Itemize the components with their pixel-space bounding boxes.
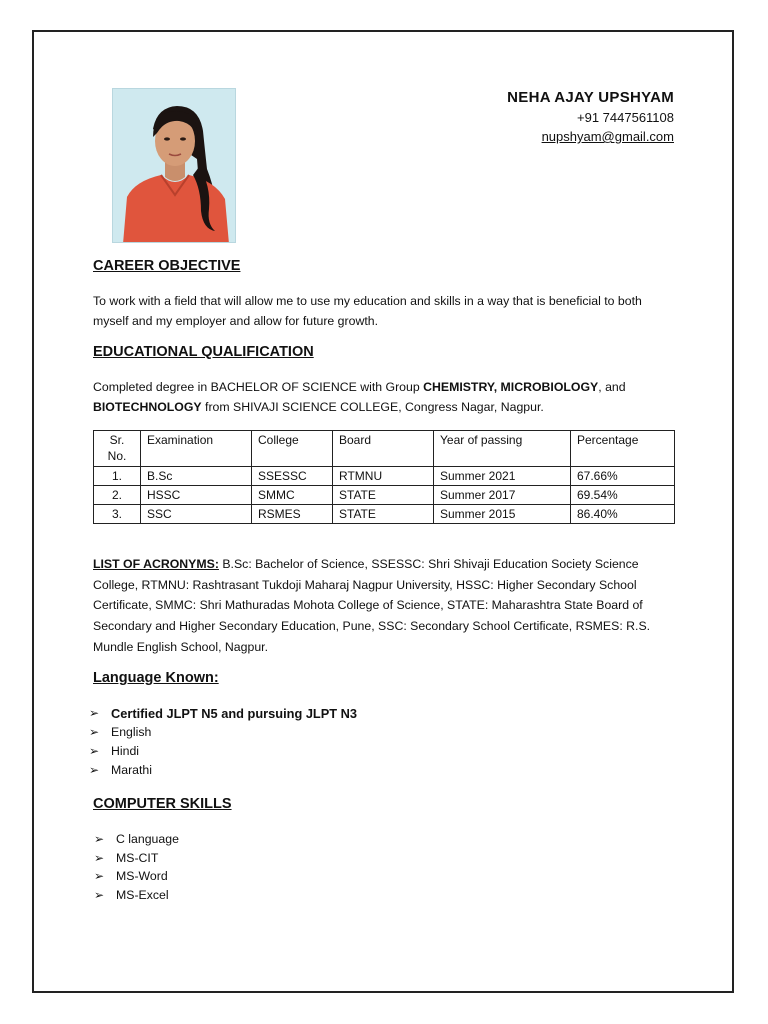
computer-skills-heading: COMPUTER SKILLS (93, 796, 232, 812)
list-item: ➢ MS-Word (94, 867, 179, 886)
table-row (94, 486, 675, 505)
table-cell: Summer 2021 (434, 467, 571, 486)
education-intro: Completed degree in BACHELOR OF SCIENCE with Group CHEMISTRY, MICROBIOLOGY, and BIOTECHNOLOGY from SHIVAJI SCIENCE COLLEGE, Congress Nagar, Nagpur. (93, 380, 626, 414)
acronyms-label: LIST OF ACRONYMS: (93, 557, 219, 571)
column-header: Sr. No. (94, 431, 141, 467)
acronyms-text: B.Sc: Bachelor of Science, SSESSC: Shri Shivaji Education Society Science College, RTMNU: Rashtrasant Tukdoji Maharaj Nagpur University, HSSC: Higher Secondary School Certificate, SMMC: Shri Mathuradas Mohota College of Science, STATE: Maharashtra State Board of Secondary and Higher Secondary Education, Pune, SSC: Secondary School Certificate, RSMES: R.S. Mundle English School, Nagpur. (93, 557, 651, 654)
list-item: ➢ MS-Excel (94, 886, 179, 905)
education-heading: EDUCATIONAL QUALIFICATION (93, 344, 314, 360)
arrow-bullet-icon: ➢ (94, 887, 105, 902)
contact-block (507, 88, 674, 146)
arrow-bullet-icon: ➢ (94, 850, 105, 865)
list-item: ➢ Marathi (89, 761, 357, 780)
table-row (94, 467, 675, 486)
table-cell: 86.40% (571, 505, 675, 524)
table-cell: HSSC (141, 486, 252, 505)
arrow-bullet-icon: ➢ (94, 832, 105, 846)
table-cell: Summer 2015 (434, 505, 571, 524)
languages-list (89, 704, 357, 780)
table-cell: 1. (94, 467, 141, 486)
phone-number: +91 7447561108 (577, 110, 674, 125)
list-item: ➢ MS-CIT (94, 849, 179, 868)
table-cell: SSESSC (252, 467, 333, 486)
arrow-bullet-icon: ➢ (89, 706, 100, 720)
column-header: Board (333, 431, 434, 467)
table-cell: B.Sc (141, 467, 252, 486)
profile-photo (112, 88, 236, 243)
table-cell: RSMES (252, 505, 333, 524)
acronyms-paragraph (93, 554, 678, 658)
career-objective-heading: CAREER OBJECTIVE (93, 258, 241, 274)
table-cell: SMMC (252, 486, 333, 505)
list-item: ➢ Certified JLPT N5 and pursuing JLPT N3 (89, 706, 358, 721)
table-cell: 3. (94, 505, 141, 524)
table-row (94, 505, 675, 524)
career-objective-text: To work with a field that will allow me to use my education and skills in a way that is beneficial to both myself and my employer and allow for future growth. (93, 294, 642, 328)
arrow-bullet-icon: ➢ (89, 725, 100, 739)
list-item: ➢ Hindi (89, 742, 357, 761)
column-header: Year of passing (434, 431, 571, 467)
table-cell: 69.54% (571, 486, 675, 505)
table-cell: SSC (141, 505, 252, 524)
table-cell: RTMNU (333, 467, 434, 486)
email-link[interactable]: nupshyam@gmail.com (541, 129, 674, 144)
table-header-row (94, 431, 675, 467)
arrow-bullet-icon: ➢ (94, 869, 105, 884)
languages-heading: Language Known: (93, 670, 219, 686)
list-item: ➢ C language (94, 830, 179, 849)
column-header: Examination (141, 431, 252, 467)
computer-skills-list (94, 830, 179, 904)
list-item: ➢ English (89, 723, 357, 742)
table-cell: 2. (94, 486, 141, 505)
table-cell: STATE (333, 486, 434, 505)
arrow-bullet-icon: ➢ (89, 763, 100, 777)
education-table (93, 430, 675, 524)
candidate-name: NEHA AJAY UPSHYAM (507, 89, 674, 106)
table-cell: STATE (333, 505, 434, 524)
column-header: College (252, 431, 333, 467)
table-cell: 67.66% (571, 467, 675, 486)
column-header: Percentage (571, 431, 675, 467)
arrow-bullet-icon: ➢ (89, 744, 100, 758)
table-cell: Summer 2017 (434, 486, 571, 505)
